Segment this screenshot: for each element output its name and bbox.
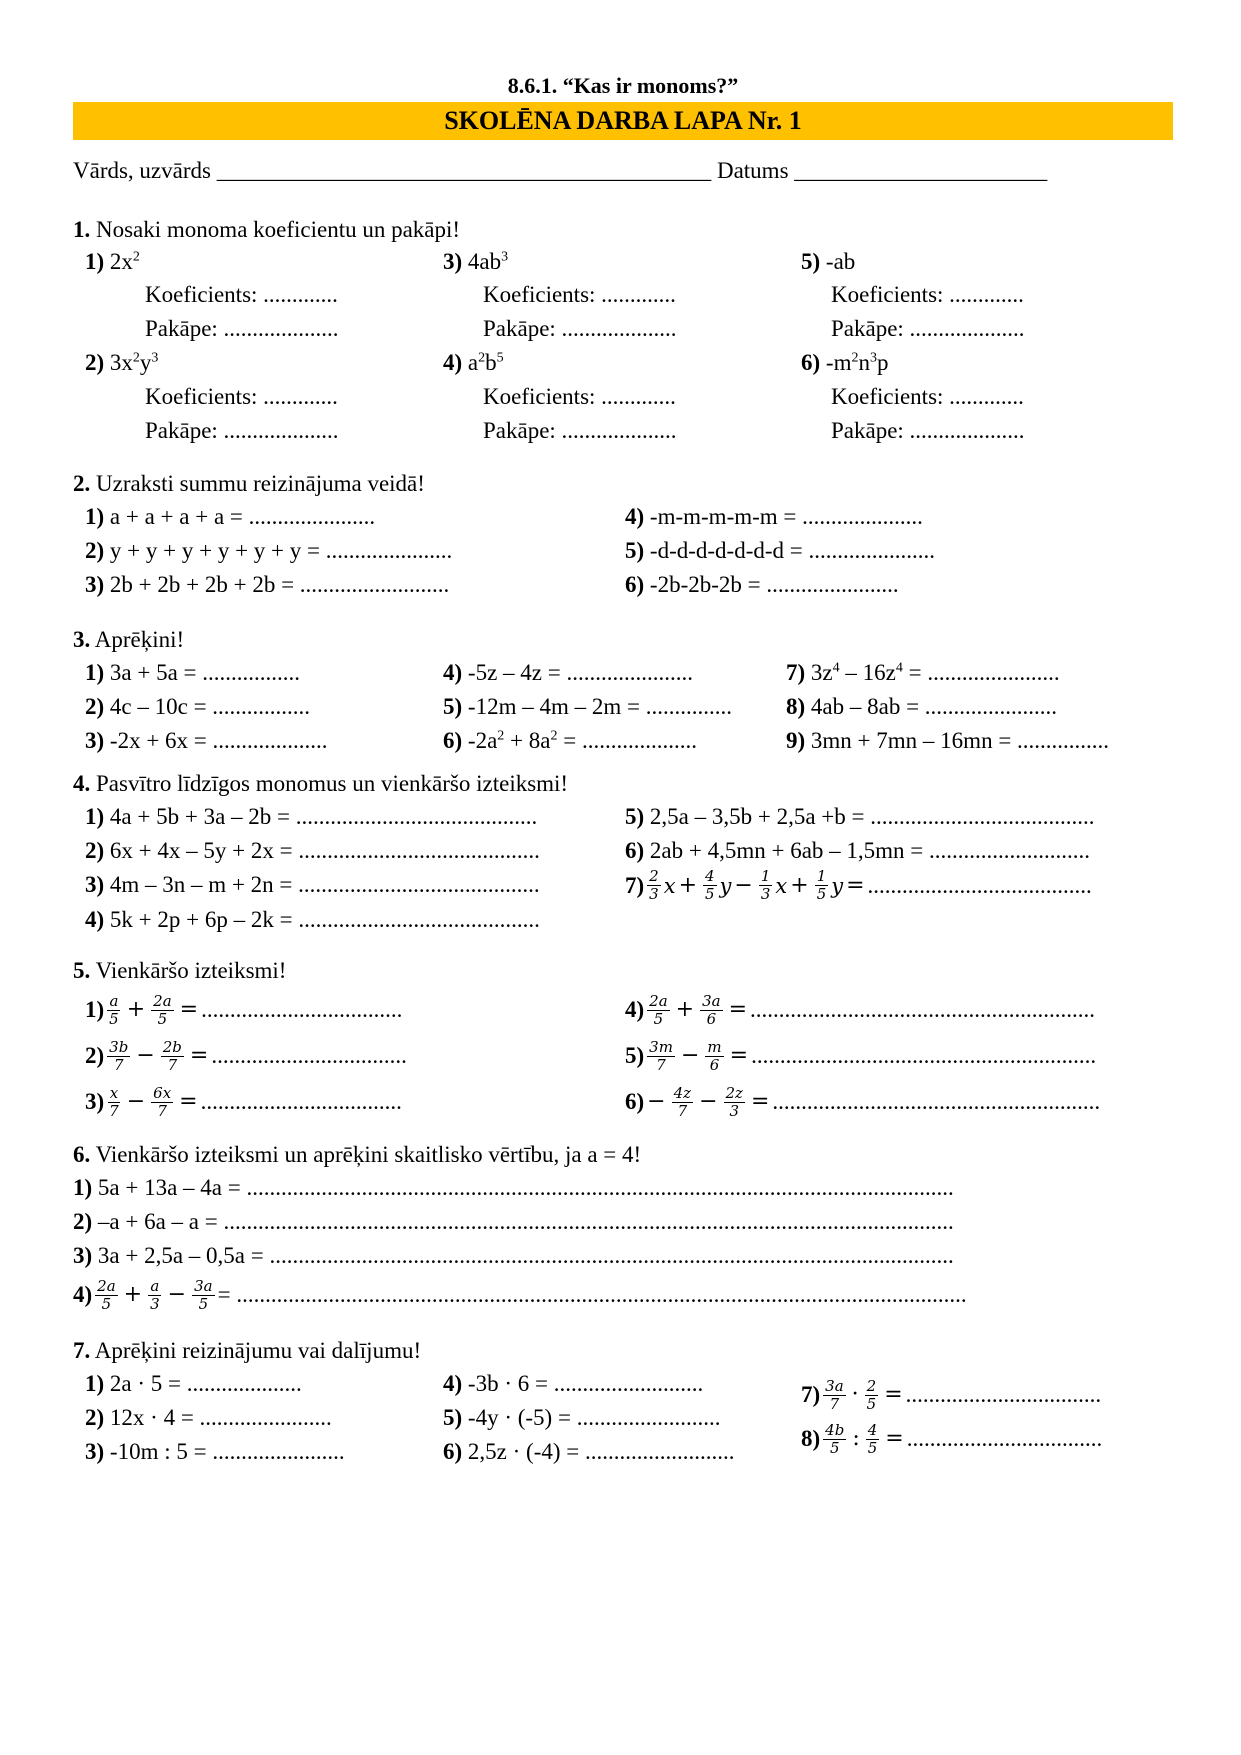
monomial: $-m^2n^3p$ — [825, 350, 889, 375]
exercise-item[interactable]: 4) -m-m-m-m-m = ..................... — [625, 504, 923, 529]
monomial: $a^2b^5$ — [467, 350, 504, 375]
exercise-item[interactable]: 2) $\frac{3b}{7}$ − $\frac{2b}{7}$ = .................................. — [85, 1037, 407, 1074]
q6-text: Vienkāršo izteiksmi un aprēķini skaitlisko vērtību, ja a = 4! — [95, 1142, 642, 1167]
exercise-item[interactable]: 1) $\frac{a}{5}$ + $\frac{2a}{5}$ = ................................... — [85, 991, 403, 1028]
question-6 — [73, 1139, 1173, 1317]
exercise-item[interactable]: 6) − $\frac{4z}{7}$ − $\frac{2z}{3}$ = ......................................................... — [625, 1083, 1101, 1120]
q2-text: Uzraksti summu reizinājuma veidā! — [96, 471, 425, 496]
q4-number: 4. — [73, 771, 91, 796]
exercise-item[interactable]: 5) $\frac{3m}{7}$ − $\frac{m}{6}$ = ............................................................ — [625, 1037, 1097, 1074]
exercise-item[interactable]: 1) 3a + 5a = ................. — [85, 660, 301, 685]
monomial: -ab — [825, 249, 856, 274]
q1-number: 1. — [73, 217, 91, 242]
date-label: Datums — [716, 158, 789, 183]
exercise-item[interactable]: 8) 4ab – 8ab = ....................... — [786, 694, 1058, 719]
question-1 — [73, 214, 1173, 448]
worksheet-subtitle: 8.6.1. “Kas ir monoms?” — [507, 73, 739, 98]
monomial: $3x^2y^3$ — [109, 350, 159, 375]
q5-number: 5. — [73, 958, 91, 983]
degree-blank[interactable]: Pakāpe: .................... — [483, 316, 677, 341]
exercise-item[interactable]: 9) 3mn + 7mn – 16mn = ................ — [786, 728, 1110, 753]
exercise-item[interactable]: 8) $\frac{4b}{5}$ : $\frac{4}{5}$ = .................................. — [801, 1420, 1103, 1457]
item-number: 1) — [85, 249, 105, 274]
name-date-line — [73, 156, 1173, 186]
fraction: $\frac{1}{5}$ — [816, 867, 827, 903]
q7-number: 7. — [73, 1338, 91, 1363]
exercise-item[interactable]: 2) 6x + 4x – 5y + 2x = .......................................... — [85, 838, 540, 863]
coefficient-blank[interactable]: Koeficients: ............. — [831, 384, 1024, 409]
exercise-item-fractions[interactable]: 7) $\frac{2}{3}$ x + $\frac{4}{5}$ y − $\frac{1}{3}$ x + $\frac{1}{5}$ y = ....................................... — [625, 867, 1092, 903]
item-number: 3) — [443, 249, 463, 274]
exercise-item[interactable]: 1) 4a + 5b + 3a – 2b = .......................................... — [85, 804, 538, 829]
q7-text: Aprēķini reizinājumu vai dalījumu! — [94, 1338, 422, 1363]
degree-blank[interactable]: Pakāpe: .................... — [831, 418, 1025, 443]
exercise-item[interactable]: 2) –a + 6a – a = ............................................................................................................................... — [73, 1209, 954, 1234]
question-5 — [73, 955, 1173, 1125]
degree-blank[interactable]: Pakāpe: .................... — [145, 418, 339, 443]
exercise-item[interactable]: 6) -2b-2b-2b = ....................... — [625, 572, 899, 597]
item-number: 4) — [443, 350, 463, 375]
worksheet — [73, 70, 1173, 1469]
degree-blank[interactable]: Pakāpe: .................... — [831, 316, 1025, 341]
question-3 — [73, 624, 1173, 758]
fraction: $\frac{4}{5}$ — [705, 867, 715, 903]
q6-number: 6. — [73, 1142, 91, 1167]
coefficient-blank[interactable]: Koeficients: ............. — [483, 282, 676, 307]
exercise-item[interactable]: 2) 12x · 4 = ....................... — [85, 1405, 332, 1430]
exercise-item[interactable]: 6) 2,5z · (-4) = .......................... — [443, 1439, 735, 1464]
coefficient-blank[interactable]: Koeficients: ............. — [831, 282, 1024, 307]
exercise-item[interactable]: 4) $\frac{2a}{5}$ + $\frac{a}{3}$ − $\frac{3a}{5}$ = ............................................................................................................................... — [73, 1276, 967, 1313]
exercise-item[interactable]: 5) -4y · (-5) = ......................... — [443, 1405, 721, 1430]
exercise-item[interactable]: 5) -d-d-d-d-d-d-d = ...................... — [625, 538, 936, 563]
question-4 — [73, 768, 1173, 937]
exercise-item[interactable]: 3) 2b + 2b + 2b + 2b = .......................... — [85, 572, 450, 597]
exercise-item[interactable]: 4) -5z – 4z = ...................... — [443, 660, 693, 685]
exercise-item[interactable]: 2) y + y + y + y + y + y = ...................... — [85, 538, 453, 563]
exercise-item[interactable]: 1) 5a + 13a – 4a = ........................................................................................................................... — [73, 1175, 954, 1200]
coefficient-blank[interactable]: Koeficients: ............. — [145, 282, 338, 307]
exercise-item[interactable]: 4) 5k + 2p + 6p – 2k = .......................................... — [85, 907, 540, 932]
q4-text: Pasvītro līdzīgos monomus un vienkāršo izteiksmi! — [96, 771, 569, 796]
exercise-item[interactable]: 3) 4m – 3n – m + 2n = .......................................... — [85, 872, 540, 897]
worksheet-title-banner: SKOLĒNA DARBA LAPA Nr. 1 — [73, 102, 1173, 140]
question-2 — [73, 468, 1173, 602]
coefficient-blank[interactable]: Koeficients: ............. — [145, 384, 338, 409]
q1-text: Nosaki monoma koeficientu un pakāpi! — [96, 217, 461, 242]
exercise-item[interactable]: 2) 4c – 10c = ................. — [85, 694, 311, 719]
exercise-item[interactable]: 3) $\frac{x}{7}$ − $\frac{6x}{7}$ = ................................... — [85, 1083, 402, 1120]
exercise-item[interactable]: 6) 2ab + 4,5mn + 6ab – 1,5mn = ............................ — [625, 838, 1091, 863]
item-number: 6) — [801, 350, 821, 375]
exercise-item[interactable]: 5) -12m – 4m – 2m = ............... — [443, 694, 732, 719]
exercise-item[interactable]: 5) 2,5a – 3,5b + 2,5a +b = ....................................... — [625, 804, 1095, 829]
monomial: $4ab^3$ — [467, 249, 509, 274]
exercise-item[interactable]: 1) 2a · 5 = .................... — [85, 1371, 302, 1396]
q5-text: Vienkāršo izteiksmi! — [95, 958, 287, 983]
exercise-item[interactable]: 6) $-2a^2 + 8a^2$ = .................... — [443, 728, 697, 753]
item-number: 5) — [801, 249, 821, 274]
exercise-item[interactable]: 4) -3b · 6 = .......................... — [443, 1371, 704, 1396]
q3-text: Aprēķini! — [94, 627, 185, 652]
date-blank[interactable]: ______________________ — [794, 158, 1048, 183]
name-label: Vārds, uzvārds — [73, 158, 211, 183]
exercise-item[interactable]: 3) -2x + 6x = .................... — [85, 728, 328, 753]
exercise-item[interactable]: 3) 3a + 2,5a – 0,5a = ....................................................................................................................... — [73, 1243, 954, 1268]
exercise-item[interactable]: 1) a + a + a + a = ...................... — [85, 504, 376, 529]
fraction: $\frac{2}{3}$ — [649, 867, 659, 903]
fraction: $\frac{1}{3}$ — [760, 867, 771, 903]
item-number: 2) — [85, 350, 105, 375]
exercise-item[interactable]: 7) $\frac{3a}{7}$ · $\frac{2}{5}$ = .................................. — [801, 1376, 1102, 1413]
q2-number: 2. — [73, 471, 91, 496]
q3-number: 3. — [73, 627, 91, 652]
exercise-item[interactable]: 4) $\frac{2a}{5}$ + $\frac{3a}{6}$ = ............................................................ — [625, 991, 1096, 1028]
exercise-item[interactable]: 3) -10m : 5 = ....................... — [85, 1439, 345, 1464]
question-7 — [73, 1335, 1173, 1469]
exercise-item[interactable]: 7) $3z^4 - 16z^4$ = ....................... — [786, 660, 1060, 685]
monomial: $2x^2$ — [109, 249, 140, 274]
coefficient-blank[interactable]: Koeficients: ............. — [483, 384, 676, 409]
name-blank[interactable]: ___________________________________________ — [216, 158, 712, 183]
degree-blank[interactable]: Pakāpe: .................... — [483, 418, 677, 443]
degree-blank[interactable]: Pakāpe: .................... — [145, 316, 339, 341]
